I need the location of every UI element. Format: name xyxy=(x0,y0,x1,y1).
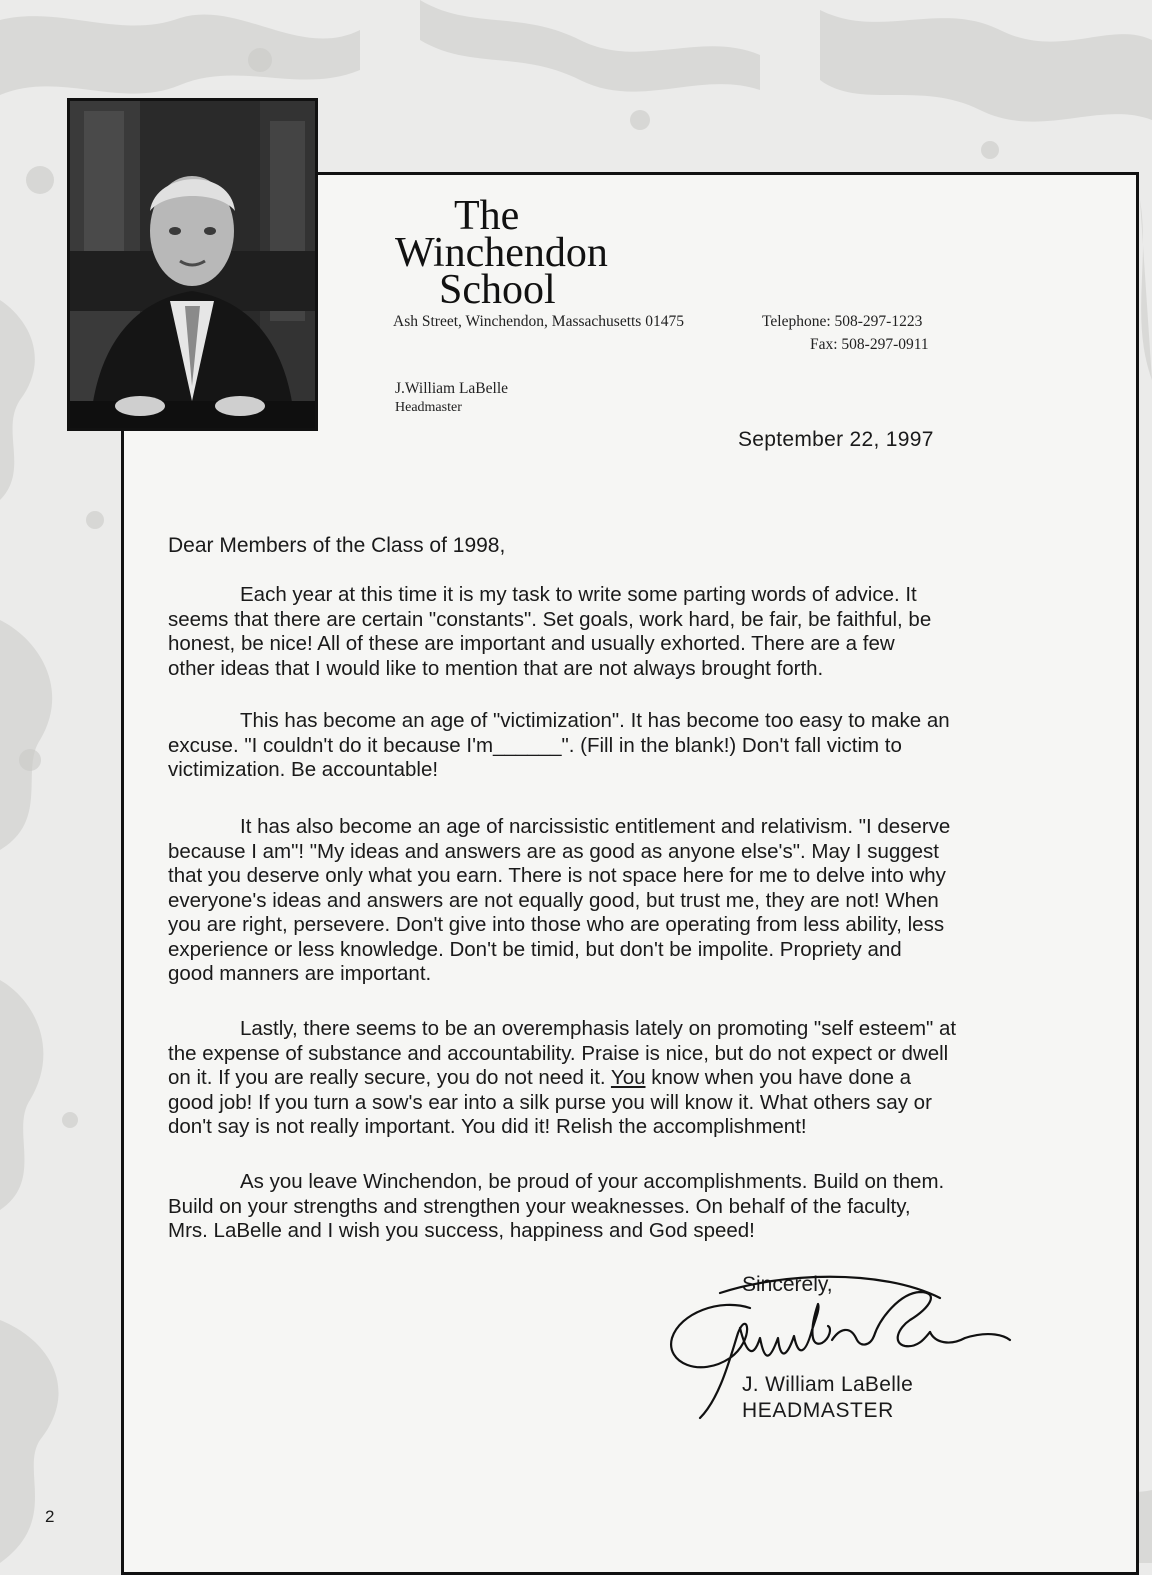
underlined-you: You xyxy=(610,1066,646,1089)
paragraph-line: that you deserve only what you earn. There is not space here for me to delve into why xyxy=(168,864,946,887)
paragraph-line: Build on your strengths and strengthen your weaknesses. On behalf of the faculty, xyxy=(168,1194,911,1218)
paragraph-line: honest, be nice! All of these are important and usually exhorted. There are a few xyxy=(168,632,895,655)
paragraph-line-segment: on it. If you are really secure, you do not need it. xyxy=(168,1066,611,1089)
paragraph-line: you are right, persevere. Don't give into those who are operating from less ability, less xyxy=(168,913,945,936)
letterhead-fax: Fax: 508-297-0911 xyxy=(810,336,929,353)
paragraph-line: victimization. Be accountable! xyxy=(168,758,439,781)
paragraph-2 xyxy=(168,709,1098,783)
paragraph-line: It has also become an age of narcissistic entitlement and relativism. "I deserve xyxy=(240,815,951,838)
paragraph-line: excuse. "I couldn't do it because I'm______". (Fill in the blank!) Don't fall victim to xyxy=(168,733,902,757)
signer-name: J. William LaBelle xyxy=(742,1373,914,1396)
paragraph-line: everyone's ideas and answers are not equally good, but trust me, they are not! When xyxy=(168,888,939,912)
signer-title: HEADMASTER xyxy=(742,1399,894,1422)
paragraph-5 xyxy=(168,1170,1098,1244)
page-number: 2 xyxy=(45,1507,55,1526)
school-name-logo xyxy=(395,193,608,313)
paragraph-line: the expense of substance and accountability. Praise is nice, but do not expect or dwell xyxy=(168,1041,949,1065)
letterhead-address: Ash Street, Winchendon, Massachusetts 01475 xyxy=(393,313,684,330)
closing: Sincerely, xyxy=(742,1273,833,1296)
paragraph-line: This has become an age of "victimization". It has become too easy to make an xyxy=(240,709,950,732)
paragraph-line: other ideas that I would like to mention that are not always brought forth. xyxy=(168,656,824,680)
letterhead-telephone: Telephone: 508-297-1223 xyxy=(762,313,923,330)
school-name-line-2: Winchendon xyxy=(395,230,608,276)
paragraph-1 xyxy=(168,583,1098,681)
school-name-line-1: The xyxy=(454,193,520,239)
paragraph-line-segment: know when you have done a xyxy=(645,1066,912,1089)
paragraph-line: Mrs. LaBelle and I wish you success, happiness and God speed! xyxy=(168,1219,755,1242)
paragraph-line: experience or less knowledge. Don't be timid, but don't be impolite. Propriety and xyxy=(168,937,902,961)
paragraph-line xyxy=(168,1066,1098,1091)
headmaster-photo xyxy=(67,98,318,431)
paragraph-line: Lastly, there seems to be an overemphasis lately on promoting "self esteem" at xyxy=(240,1017,957,1040)
paragraph-line: good manners are important. xyxy=(168,962,432,985)
salutation: Dear Members of the Class of 1998, xyxy=(168,534,506,557)
letter-date: September 22, 1997 xyxy=(738,428,934,451)
paragraph-line: don't say is not really important. You did it! Relish the accomplishment! xyxy=(168,1115,807,1138)
sender-title: Headmaster xyxy=(395,400,462,415)
paragraph-3 xyxy=(168,815,1098,987)
school-name-line-3: School xyxy=(439,267,556,313)
paragraph-line: good job! If you turn a sow's ear into a silk purse you will know it. What others say or xyxy=(168,1090,932,1114)
paragraph-4 xyxy=(168,1017,1098,1140)
paragraph-line: Each year at this time it is my task to write some parting words of advice. It xyxy=(240,583,917,606)
paragraph-line: seems that there are certain "constants". Set goals, work hard, be fair, be faithful, be xyxy=(168,607,932,631)
sender-name: J.William LaBelle xyxy=(395,380,509,397)
paragraph-line: because I am"! "My ideas and answers are as good as anyone else's". May I suggest xyxy=(168,839,939,863)
paragraph-line: As you leave Winchendon, be proud of your accomplishments. Build on them. xyxy=(240,1170,945,1193)
